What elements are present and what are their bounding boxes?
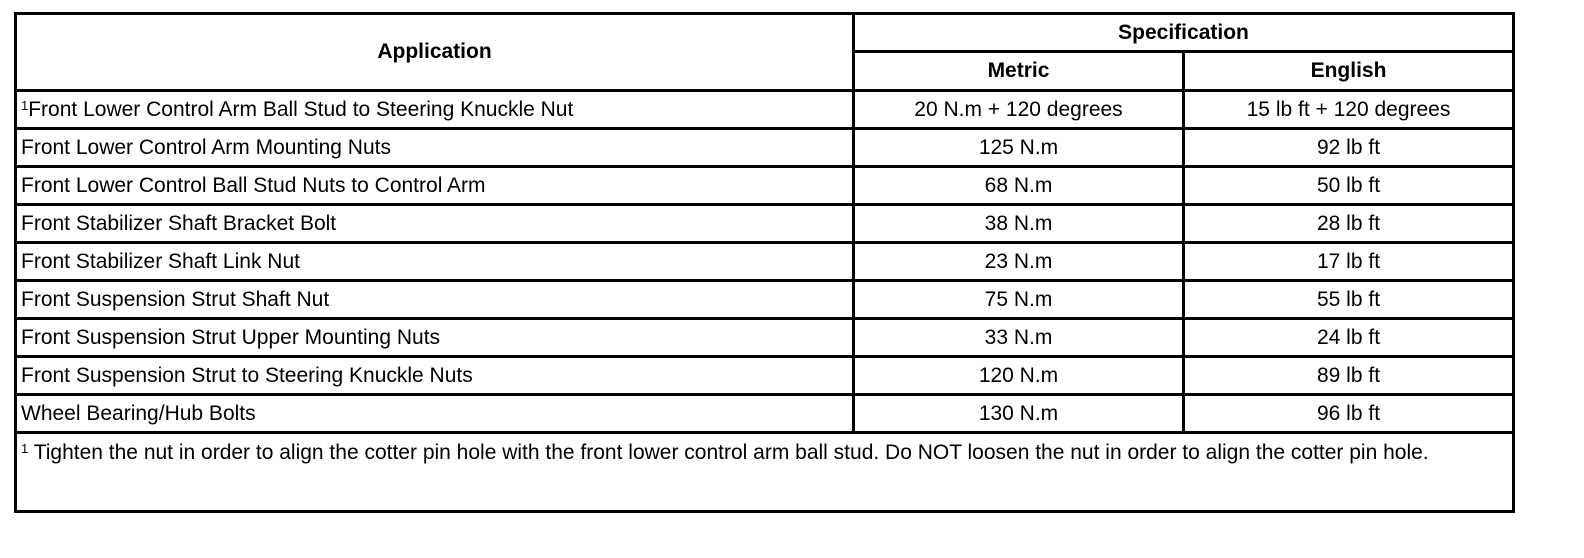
application-text: Front Stabilizer Shaft Link Nut bbox=[21, 249, 300, 273]
metric-header: Metric bbox=[854, 52, 1184, 91]
metric-cell: 68 N.m bbox=[854, 167, 1184, 205]
metric-cell: 120 N.m bbox=[854, 357, 1184, 395]
english-header: English bbox=[1184, 52, 1514, 91]
table-row bbox=[16, 357, 1514, 395]
application-header: Application bbox=[16, 14, 854, 91]
table-row bbox=[16, 129, 1514, 167]
metric-cell: 33 N.m bbox=[854, 319, 1184, 357]
application-cell bbox=[16, 319, 854, 357]
table-row bbox=[16, 205, 1514, 243]
table-row bbox=[16, 319, 1514, 357]
metric-cell: 38 N.m bbox=[854, 205, 1184, 243]
english-cell: 89 lb ft bbox=[1184, 357, 1514, 395]
application-cell bbox=[16, 243, 854, 281]
table-row bbox=[16, 167, 1514, 205]
footnote-row bbox=[16, 433, 1514, 512]
english-cell: 17 lb ft bbox=[1184, 243, 1514, 281]
application-text: Front Suspension Strut to Steering Knuckle Nuts bbox=[21, 363, 473, 387]
application-cell bbox=[16, 357, 854, 395]
english-cell: 15 lb ft + 120 degrees bbox=[1184, 91, 1514, 129]
metric-cell: 20 N.m + 120 degrees bbox=[854, 91, 1184, 129]
footnote-ref-marker: 1 bbox=[21, 97, 29, 113]
metric-cell: 75 N.m bbox=[854, 281, 1184, 319]
footnote-text: Tighten the nut in order to align the cotter pin hole with the front lower control arm ball stud. Do NOT loosen the nut in order to align the cotter pin hole. bbox=[28, 441, 1429, 464]
english-cell: 92 lb ft bbox=[1184, 129, 1514, 167]
metric-cell: 130 N.m bbox=[854, 395, 1184, 433]
application-cell bbox=[16, 91, 854, 129]
torque-specification-table bbox=[14, 12, 1515, 513]
english-cell: 24 lb ft bbox=[1184, 319, 1514, 357]
metric-cell: 23 N.m bbox=[854, 243, 1184, 281]
application-text: Front Lower Control Arm Mounting Nuts bbox=[21, 135, 391, 159]
application-text: Front Stabilizer Shaft Bracket Bolt bbox=[21, 211, 337, 235]
application-text: Wheel Bearing/Hub Bolts bbox=[21, 401, 256, 425]
english-cell: 50 lb ft bbox=[1184, 167, 1514, 205]
application-text: Front Lower Control Ball Stud Nuts to Control Arm bbox=[21, 173, 486, 197]
application-text: Front Suspension Strut Shaft Nut bbox=[21, 287, 330, 311]
table-row bbox=[16, 395, 1514, 433]
table-body bbox=[16, 91, 1514, 512]
specification-header: Specification bbox=[854, 14, 1514, 52]
table-row bbox=[16, 243, 1514, 281]
footnote-marker: 1 bbox=[21, 441, 29, 456]
english-cell: 55 lb ft bbox=[1184, 281, 1514, 319]
application-cell bbox=[16, 395, 854, 433]
metric-cell: 125 N.m bbox=[854, 129, 1184, 167]
application-cell bbox=[16, 205, 854, 243]
application-text: Front Lower Control Arm Ball Stud to Steering Knuckle Nut bbox=[28, 97, 574, 121]
english-cell: 28 lb ft bbox=[1184, 205, 1514, 243]
application-text: Front Suspension Strut Upper Mounting Nuts bbox=[21, 325, 441, 349]
footnote-cell bbox=[16, 433, 1514, 512]
application-cell bbox=[16, 167, 854, 205]
english-cell: 96 lb ft bbox=[1184, 395, 1514, 433]
application-cell bbox=[16, 281, 854, 319]
table-row bbox=[16, 281, 1514, 319]
table-row bbox=[16, 91, 1514, 129]
application-cell bbox=[16, 129, 854, 167]
